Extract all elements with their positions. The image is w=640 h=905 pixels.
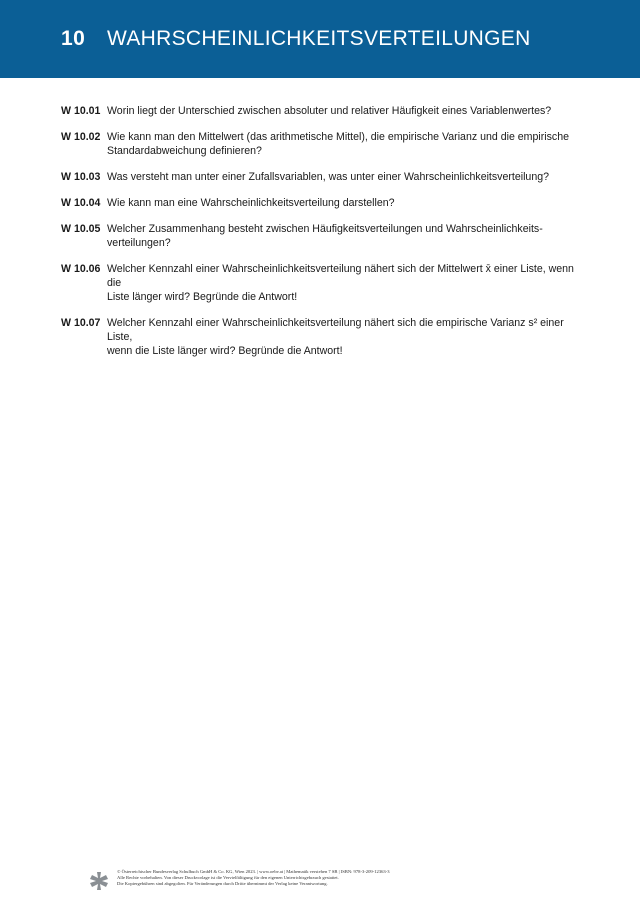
question-text: Welcher Zusammenhang besteht zwischen Häufigkeitsverteilungen und Wahrscheinlichkeits- verteilungen?	[107, 223, 543, 249]
question-text: Welcher Kennzahl einer Wahrscheinlichkeitsverteilung nähert sich der Mittelwert x̄ einer Liste, wenn die Liste länger wird? Begründe die Antwort!	[107, 263, 574, 303]
question-id: W 10.07	[61, 317, 101, 329]
question-text: Welcher Kennzahl einer Wahrscheinlichkeitsverteilung nähert sich die empirische Varianz s² einer Liste, wenn die Liste länger wird? Begründe die Antwort!	[107, 317, 564, 357]
question-item	[61, 262, 581, 304]
question-item	[61, 222, 581, 250]
rights-line: Alle Rechte vorbehalten. Von dieser Druckvorlage ist die Vervielfältigung für den eigenen Unterrichtsgebrauch gestattet.	[117, 875, 339, 880]
question-id: W 10.05	[61, 223, 101, 235]
publisher-logo-icon	[89, 871, 109, 891]
question-id: W 10.04	[61, 197, 101, 209]
question-item	[61, 104, 581, 118]
question-list	[61, 104, 581, 370]
question-item	[61, 316, 581, 358]
question-item	[61, 170, 581, 184]
page-footer	[89, 869, 549, 893]
question-id: W 10.02	[61, 131, 101, 143]
question-text: Was versteht man unter einer Zufallsvariablen, was unter einer Wahrscheinlichkeitsverteilung?	[107, 171, 549, 183]
copyright-notice	[117, 869, 390, 887]
chapter-number: 10	[61, 27, 86, 50]
question-id: W 10.01	[61, 105, 101, 117]
question-text: Worin liegt der Unterschied zwischen absoluter und relativer Häufigkeit eines Variablenwertes?	[107, 105, 552, 117]
chapter-header	[0, 0, 640, 78]
copyright-line: © Österreichischer Bundesverlag Schulbuch GmbH & Co. KG, Wien 2023. | www.oebv.at | Mathematik verstehen 7 SB | ISBN: 978-3-209-12363-3	[117, 869, 390, 874]
question-text: Wie kann man eine Wahrscheinlichkeitsverteilung darstellen?	[107, 197, 395, 209]
question-item	[61, 130, 581, 158]
question-item	[61, 196, 581, 210]
question-text: Wie kann man den Mittelwert (das arithmetische Mittel), die empirische Varianz und die empirische Standardabweichung definieren?	[107, 131, 569, 157]
chapter-title: WAHRSCHEINLICHKEITSVERTEILUNGEN	[107, 27, 531, 50]
question-id: W 10.03	[61, 171, 101, 183]
disclaimer-line: Die Kopiergebühren sind abgegolten. Für Veränderungen durch Dritte übernimmt der Verlag keine Verantwortung.	[117, 881, 328, 886]
question-id: W 10.06	[61, 263, 101, 275]
